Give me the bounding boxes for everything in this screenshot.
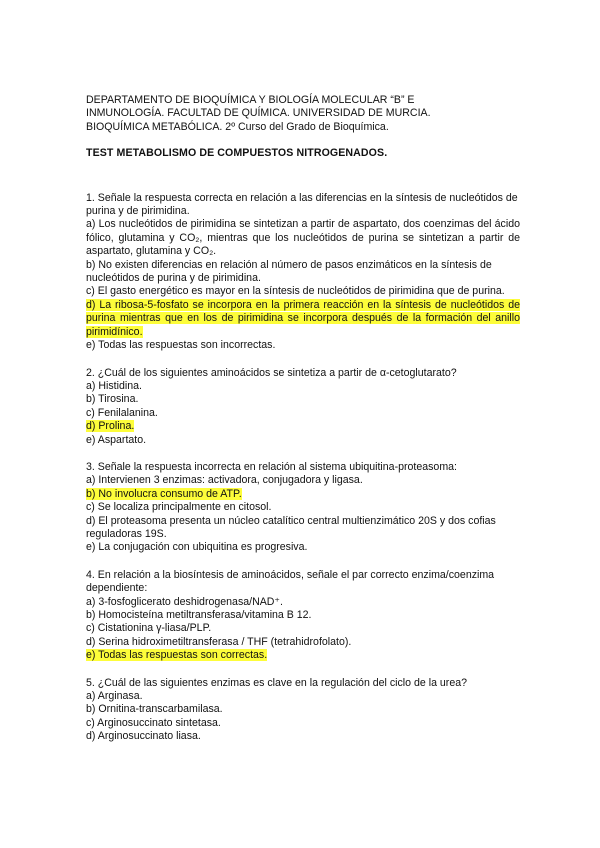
question-stem: 5. ¿Cuál de las siguientes enzimas es clave en la regulación del ciclo de la urea? xyxy=(86,676,468,689)
document-header xyxy=(86,94,520,134)
highlighted-answer: b) No involucra consumo de ATP. xyxy=(86,487,242,500)
header-line-2: INMUNOLOGÍA. FACULTAD DE QUÍMICA. UNIVERSIDAD DE MURCIA. xyxy=(86,107,431,120)
question-2 xyxy=(86,367,520,447)
question-stem: 4. En relación a la biosíntesis de aminoácidos, señale el par correcto enzima/coenzima dependiente: xyxy=(86,568,495,595)
option-b: b) Ornitina-transcarbamilasa. xyxy=(86,703,223,716)
option-e: e) Todas las respuestas son incorrectas. xyxy=(86,339,276,352)
question-5 xyxy=(86,677,520,744)
option-a: a) Arginasa. xyxy=(86,690,143,703)
highlighted-answer: e) Todas las respuestas son correctas. xyxy=(86,649,268,662)
option-b: b) Tirosina. xyxy=(86,393,139,406)
option-b: b) Homocisteína metiltransferasa/vitamina B 12. xyxy=(86,609,312,621)
option-a: a) 3-fosfoglicerato deshidrogenasa/NAD⁺. xyxy=(86,595,283,608)
test-title: TEST METABOLISMO DE COMPUESTOS NITROGENADOS. xyxy=(86,147,388,160)
header-line-1: DEPARTAMENTO DE BIOQUÍMICA Y BIOLOGÍA MOLECULAR “B” E xyxy=(86,94,415,106)
option-d: d) Arginosuccinato liasa. xyxy=(86,730,201,743)
option-c: c) Fenilalanina. xyxy=(86,406,158,419)
option-a: a) Los nucleótidos de pirimidina se sintetizan a partir de aspartato, dos coenzimas del ácido fólico, glutamina y CO₂, mientras que los nucleótidos de purina se sintetizan a partir de aspartato, glutamina y CO₂. xyxy=(86,218,520,258)
option-e-correct xyxy=(86,649,520,662)
question-3 xyxy=(86,461,520,555)
option-d-correct xyxy=(86,299,520,339)
option-d: d) El proteasoma presenta un núcleo catalítico central multienzimático 20S y dos cofias reguladoras 19S. xyxy=(86,514,496,540)
highlighted-answer: d) Prolina. xyxy=(86,420,135,433)
option-c: c) Arginosuccinato sintetasa. xyxy=(86,716,221,729)
option-e: e) Aspartato. xyxy=(86,433,147,446)
option-d-correct xyxy=(86,420,520,433)
question-4 xyxy=(86,569,520,663)
highlighted-answer: d) La ribosa-5-fosfato se incorpora en la primera reacción en la síntesis de nucleótidos de purina mientras que en los de pirimidina se incorpora después de la formación del anillo pirimidínico. xyxy=(86,298,520,338)
option-c: c) Se localiza principalmente en citosol. xyxy=(86,501,272,514)
option-c: c) El gasto energético es mayor en la síntesis de nucleótidos de pirimidina que de purina. xyxy=(86,285,505,298)
option-a: a) Intervienen 3 enzimas: activadora, conjugadora y ligasa. xyxy=(86,474,363,487)
question-stem: 2. ¿Cuál de los siguientes aminoácidos se sintetiza a partir de α-cetoglutarato? xyxy=(86,366,457,379)
header-line-3: BIOQUÍMICA METABÓLICA. 2º Curso del Grado de Bioquímica. xyxy=(86,120,389,133)
question-1 xyxy=(86,192,520,353)
document-page xyxy=(86,94,520,744)
option-b: b) No existen diferencias en relación al número de pasos enzimáticos en la síntesis de nucleótidos de purina y de pirimidina. xyxy=(86,258,492,285)
option-d: d) Serina hidroximetiltransferasa / THF (tetrahidrofolato). xyxy=(86,635,352,648)
option-b-correct xyxy=(86,488,520,501)
question-stem: 3. Señale la respuesta incorrecta en relación al sistema ubiquitina-proteasoma: xyxy=(86,460,457,473)
question-stem: 1. Señale la respuesta correcta en relación a las diferencias en la síntesis de nucleótidos de purina y de pirimidina. xyxy=(86,191,518,218)
option-a: a) Histidina. xyxy=(86,379,142,392)
option-e: e) La conjugación con ubiquitina es progresiva. xyxy=(86,541,308,554)
option-c: c) Cistationina γ-liasa/PLP. xyxy=(86,622,212,635)
